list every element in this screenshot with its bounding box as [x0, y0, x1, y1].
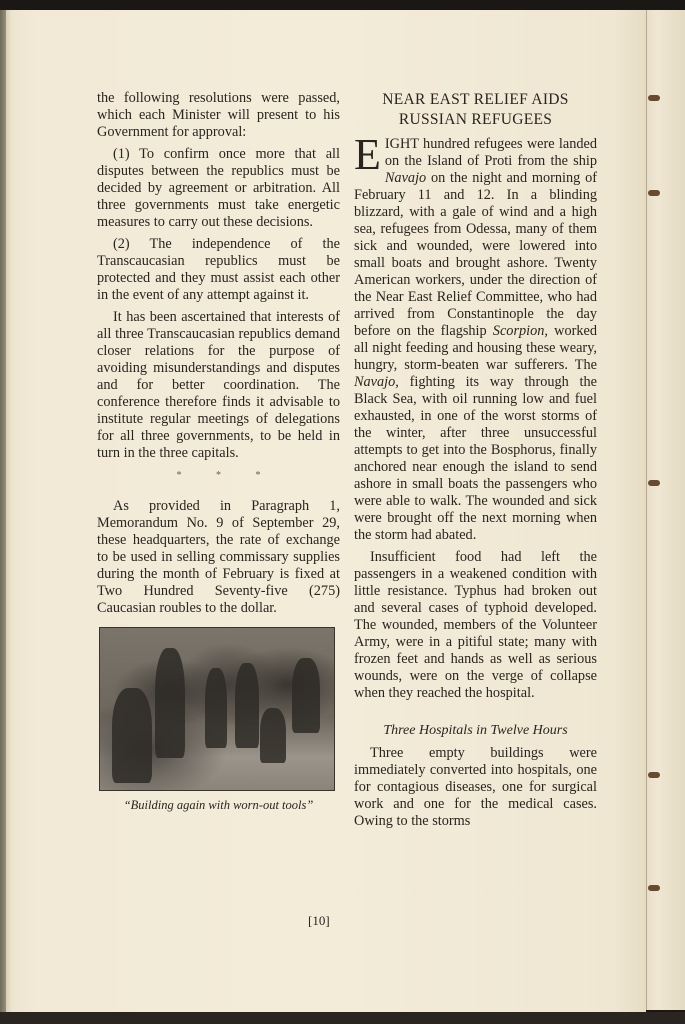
conference-paragraph: It has been ascertained that interests of all three Transcaucasian republics demand closer relations for the purpose of avoiding misunderstandings and disputes and for better coordination. The conference therefore finds it advisable to institute regular meetings of delegations for all three governments, to be held in turn in the three capitals. [97, 309, 340, 461]
article-paragraph-1 [354, 130, 597, 544]
exchange-rate-paragraph: As provided in Paragraph 1, Memorandum No. 9 of September 29, these headquarters, the rate of exchange to be used in selling commissary supplies during the month of February is fixed at Two Hundred Seventy-five (275) Caucasian roubles to the dollar. [97, 498, 340, 616]
workshop-photo [99, 627, 335, 791]
binding-stitch [648, 190, 660, 196]
resolution-2: (2) The independence of the Transcaucasian republics must be protected and they must assist each other in the event of any attempt against it. [97, 236, 340, 303]
binding-gutter [646, 10, 685, 1010]
article-heading: NEAR EAST RELIEF AIDS RUSSIAN REFUGEES [382, 91, 569, 128]
resolution-1: (1) To confirm once more that all disputes between the republics must be decided by agreement or arbitration. All three governments must take energetic measures to carry out these decisions. [97, 146, 340, 230]
photo-figure [292, 658, 320, 733]
photo-figure [235, 663, 259, 748]
article-paragraph-3: Three empty buildings were immediately converted into hospitals, one for contagious diseases, one for surgical work and one for the medical cases. Owing to the storms [354, 745, 597, 829]
ship-name: Navajo [384, 170, 427, 186]
binding-stitch [648, 885, 660, 891]
text-run: on the night and morning of February 11 and 12. In a blinding blizzard, with a gale of wind and a high sea, refugees from Odessa, many of them sick and wounded, were lowered into small boats and brought ashore. Twenty American workers, under the direction of the Near East Relief Committee, who had arrived from Constantinople the day before on the flagship [354, 170, 597, 339]
left-column [97, 90, 340, 814]
right-column [354, 90, 597, 835]
binding-stitch [648, 95, 660, 101]
article-paragraph-2: Insufficient food had left the passengers in a weakened condition with little resistance. Typhus had broken out and several cases of typhoid developed. The wounded, members of the Volunteer Army, were in a pitiful state; many with frozen feet and hands as well as serious wounds, were on the verge of collapse when they reached the hospital. [354, 549, 597, 701]
text-run: fighting its way through the Black Sea, with oil running low and fuel exhausted, in one of the worst storms of the winter, after three unsuccessful attempts to get into the Bosphorus, finally anchored near enough the island to send ashore in small boats the passengers who were able to walk. The wounded and sick were brought off the next morning when the storm had abated. [354, 374, 597, 543]
article-subheading: Three Hospitals in Twelve Hours [383, 723, 568, 738]
text-run: IGHT hundred refugees were landed on the Island of Proti from the ship [384, 136, 597, 169]
section-separator: * * * [176, 470, 277, 481]
flagship-name: Scorpion, [492, 323, 548, 339]
photo-figure [260, 708, 286, 763]
page-bottom-shadow [0, 1012, 685, 1024]
photo-figure [112, 688, 152, 783]
binding-stitch [648, 772, 660, 778]
ship-name: Navajo, [354, 374, 399, 390]
drop-cap: E [354, 130, 381, 179]
page-number: [10] [308, 913, 330, 928]
text-run: worked all night feeding and housing these weary, hungry, storm-beaten war sufferers. The [354, 323, 597, 373]
photo-caption: “Building again with worn-out tools” [123, 798, 314, 812]
binding-stitch [648, 480, 660, 486]
intro-paragraph: the following resolutions were passed, which each Minister will present to his Government for approval: [97, 90, 340, 140]
photo-figure [205, 668, 227, 748]
photo-figure [155, 648, 185, 758]
